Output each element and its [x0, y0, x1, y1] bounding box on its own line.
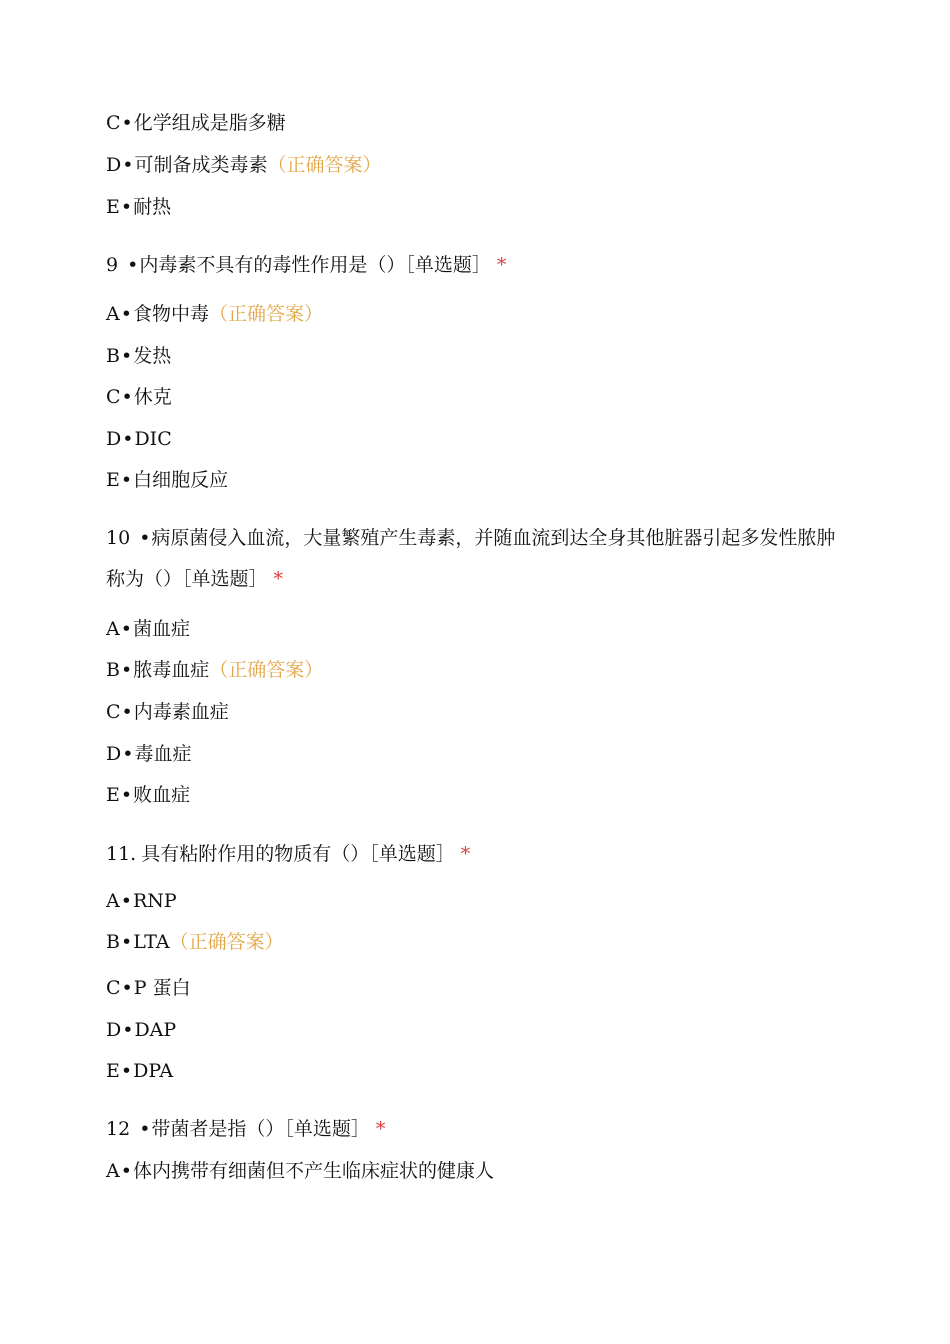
- question-text: 病原菌侵入血流，大量繁殖产生毒素，并随血流到达全身其他脏器引起多发性脓肿称为（）［单选题］: [106, 527, 836, 590]
- question-12: [106, 1117, 385, 1141]
- question-number: 9: [106, 254, 119, 276]
- bullet-mark: •: [121, 386, 133, 408]
- option-text: RNP: [132, 890, 177, 912]
- required-mark: *: [496, 254, 507, 276]
- option-text: 败血症: [133, 784, 191, 806]
- option-9-e: [106, 468, 228, 492]
- option-11-b: [106, 930, 284, 954]
- option-text: 毒血症: [134, 743, 192, 765]
- bullet-mark: •: [121, 977, 133, 999]
- bullet-mark: •: [127, 254, 139, 276]
- required-mark: *: [273, 568, 284, 590]
- bullet-mark: •: [120, 890, 132, 912]
- option-letter: A: [106, 890, 120, 912]
- option-8-d: [106, 153, 381, 177]
- bullet-mark: •: [120, 345, 133, 367]
- option-letter: E: [106, 469, 120, 491]
- option-8-c: [106, 111, 286, 135]
- option-11-c: [106, 976, 191, 1000]
- bullet-mark: •: [120, 1060, 133, 1082]
- option-text: 内毒素血症: [133, 701, 229, 723]
- option-text: 体内携带有细菌但不产生临床症状的健康人: [132, 1160, 494, 1182]
- option-letter: E: [106, 784, 120, 806]
- bullet-mark: •: [122, 154, 134, 176]
- option-8-e: [106, 195, 171, 219]
- option-letter: A: [106, 1160, 120, 1182]
- bullet-mark: •: [122, 1019, 134, 1041]
- option-letter: B: [106, 659, 120, 681]
- question-10: [106, 518, 846, 600]
- option-text: 白细胞反应: [133, 469, 229, 491]
- question-9: [106, 253, 506, 277]
- correct-answer-tag: （正确答案）: [169, 931, 284, 953]
- option-text: 可制备成类毒素: [134, 154, 268, 176]
- bullet-mark: •: [139, 527, 151, 549]
- option-9-c: [106, 385, 172, 409]
- option-10-a: [106, 617, 190, 641]
- option-text: 耐热: [133, 196, 172, 218]
- question-11: [106, 842, 470, 866]
- question-number: 10: [106, 527, 131, 549]
- correct-answer-tag: （正确答案）: [208, 303, 323, 325]
- option-text: 食物中毒: [132, 303, 209, 325]
- option-10-b: [106, 658, 323, 682]
- option-letter: A: [106, 303, 120, 325]
- option-text: 脓毒血症: [133, 659, 210, 681]
- correct-answer-tag: （正确答案）: [267, 154, 382, 176]
- option-text: 菌血症: [132, 618, 190, 640]
- option-letter: C: [106, 386, 121, 408]
- bullet-mark: •: [121, 112, 133, 134]
- question-text: 带菌者是指（）［单选题］: [151, 1118, 370, 1140]
- option-text: DPA: [133, 1060, 174, 1082]
- option-letter: D: [106, 154, 122, 176]
- option-letter: D: [106, 743, 122, 765]
- option-11-e: [106, 1059, 173, 1083]
- option-letter: C: [106, 112, 121, 134]
- option-11-d: [106, 1018, 176, 1042]
- option-9-b: [106, 344, 171, 368]
- option-text: P 蛋白: [133, 977, 191, 999]
- option-text: DAP: [134, 1019, 177, 1041]
- option-letter: C: [106, 977, 121, 999]
- bullet-mark: •: [120, 196, 133, 218]
- bullet-mark: •: [139, 1118, 151, 1140]
- correct-answer-tag: （正确答案）: [209, 659, 324, 681]
- bullet-mark: •: [122, 743, 134, 765]
- required-mark: *: [460, 843, 471, 865]
- option-text: 发热: [133, 345, 172, 367]
- option-letter: E: [106, 1060, 120, 1082]
- option-9-d: [106, 427, 172, 451]
- option-10-c: [106, 700, 229, 724]
- bullet-mark: •: [120, 931, 133, 953]
- option-letter: E: [106, 196, 120, 218]
- option-11-a: [106, 889, 177, 913]
- required-mark: *: [375, 1118, 386, 1140]
- question-text: 内毒素不具有的毒性作用是（）［单选题］: [139, 254, 491, 276]
- option-letter: D: [106, 428, 122, 450]
- bullet-mark: •: [120, 659, 133, 681]
- option-letter: C: [106, 701, 121, 723]
- option-9-a: [106, 302, 323, 326]
- question-number: 11.: [106, 843, 137, 865]
- option-12-a: [106, 1159, 494, 1183]
- option-letter: D: [106, 1019, 122, 1041]
- bullet-mark: •: [120, 618, 132, 640]
- bullet-mark: •: [120, 1160, 132, 1182]
- option-10-e: [106, 783, 190, 807]
- option-letter: A: [106, 618, 120, 640]
- option-text: LTA: [133, 931, 170, 953]
- option-text: 化学组成是脂多糖: [133, 112, 286, 134]
- option-letter: B: [106, 931, 120, 953]
- bullet-mark: •: [120, 303, 132, 325]
- bullet-mark: •: [120, 469, 133, 491]
- question-text: 具有粘附作用的物质有（）［单选题］: [141, 843, 455, 865]
- bullet-mark: •: [121, 701, 133, 723]
- question-number: 12: [106, 1118, 131, 1140]
- option-10-d: [106, 742, 191, 766]
- option-letter: B: [106, 345, 120, 367]
- option-text: 休克: [133, 386, 172, 408]
- bullet-mark: •: [120, 784, 133, 806]
- bullet-mark: •: [122, 428, 134, 450]
- option-text: DIC: [134, 428, 172, 450]
